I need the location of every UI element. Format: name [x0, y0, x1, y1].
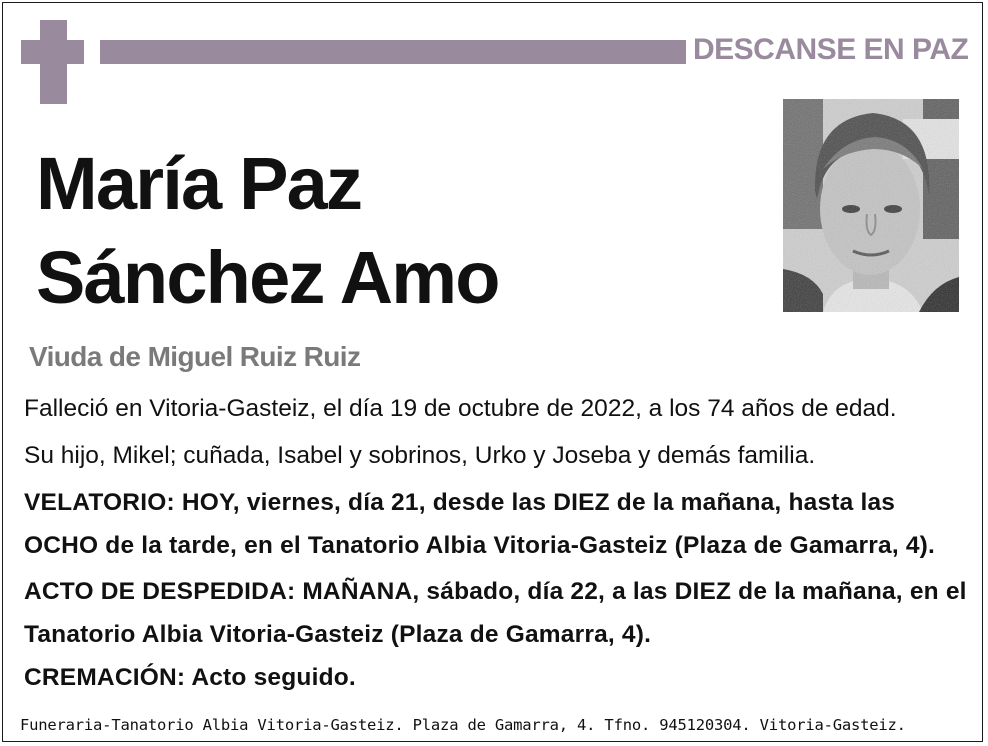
family-notice: Su hijo, Mikel; cuñada, Isabel y sobrinos, Urko y Joseba y demás familia.: [24, 442, 816, 469]
header-heading: DESCANSE EN PAZ: [693, 33, 969, 66]
portrait-photo: [783, 99, 959, 312]
portrait-image: [783, 99, 959, 312]
header-bar: [100, 40, 686, 64]
cremacion-notice: CREMACIÓN: Acto seguido.: [24, 664, 356, 691]
cross-icon-bar: [21, 40, 84, 64]
name-line-1: María Paz: [36, 142, 362, 225]
death-notice: Falleció en Vitoria-Gasteiz, el día 19 de octubre de 2022, a los 74 años de edad.: [24, 395, 897, 422]
deceased-name: [36, 137, 499, 325]
velatorio-notice: VELATORIO: HOY, viernes, día 21, desde las DIEZ de la mañana, hasta las OCHO de la tarde, en el Tanatorio Albia Vitoria-Gasteiz (Plaza de Gamarra, 4).: [24, 489, 936, 559]
name-line-2: Sánchez Amo: [36, 236, 499, 319]
deceased-subtitle: Viuda de Miguel Ruiz Ruiz: [29, 341, 361, 372]
funeral-home-footer: Funeraria-Tanatorio Albia Vitoria-Gasteiz. Plaza de Gamarra, 4. Tfno. 945120304. Vitoria-Gasteiz.: [20, 716, 906, 734]
despedida-notice: ACTO DE DESPEDIDA: MAÑANA, sábado, día 22, a las DIEZ de la mañana, en el Tanatorio Albia Vitoria-Gasteiz (Plaza de Gamarra, 4).: [24, 578, 967, 648]
